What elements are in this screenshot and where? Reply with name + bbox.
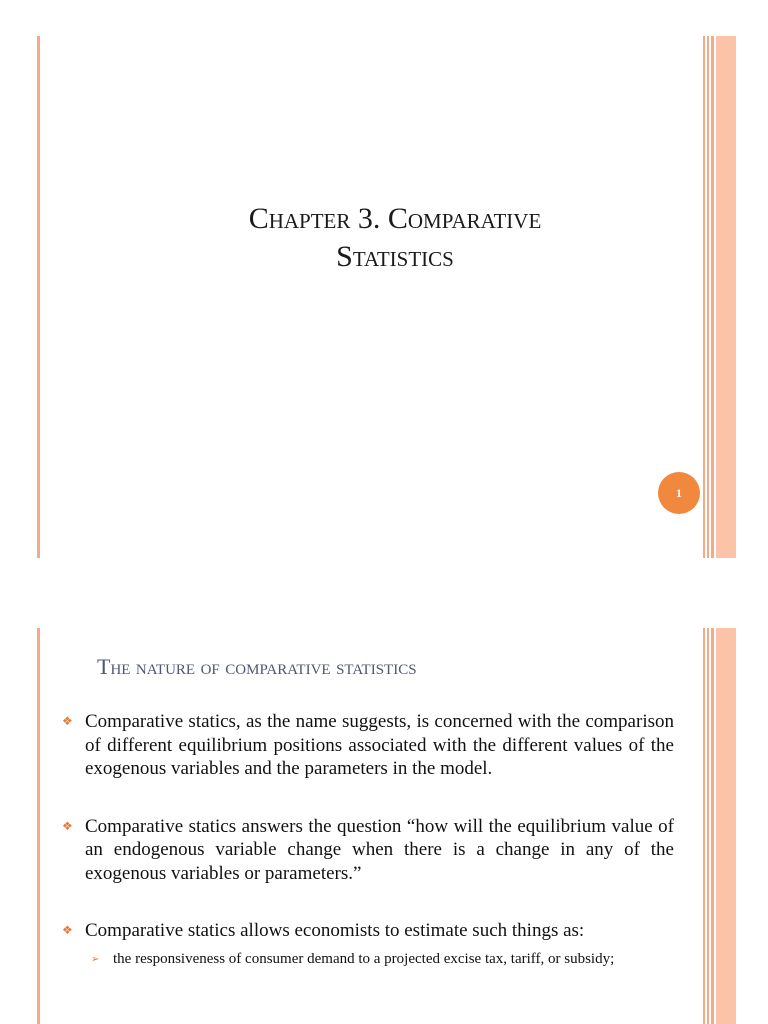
diamond-bullet-icon: ❖	[62, 714, 73, 728]
bullet-text: Comparative statics, as the name suggests, is concerned with the comparison of different equilibrium positions associated with the different values of the exogenous variables and the parameters in the model.	[85, 711, 674, 779]
page-number-badge: 1	[658, 472, 700, 514]
right-border-bars	[703, 628, 736, 1024]
bullet-list	[62, 710, 674, 969]
diamond-bullet-icon: ❖	[62, 923, 73, 937]
bullet-text: Comparative statics answers the question “how will the equilibrium value of an endogenous variable change when there is a change in any of the exogenous variables or parameters.”	[85, 815, 674, 884]
sub-bullet-list	[85, 950, 674, 969]
left-border-line	[37, 36, 40, 558]
bullet-item	[62, 815, 674, 886]
bullet-item	[62, 919, 674, 969]
right-border-bars	[703, 36, 736, 558]
arrow-bullet-icon: ➢	[91, 953, 100, 965]
content-slide	[0, 628, 768, 1024]
slide-title-line2: Statistics	[336, 240, 454, 273]
left-border-line	[37, 628, 40, 1024]
slide-heading: The nature of comparative statistics	[97, 654, 417, 679]
bullet-text: Comparative statics allows economists to estimate such things as:	[85, 920, 585, 941]
diamond-bullet-icon: ❖	[62, 818, 73, 833]
sub-bullet-item	[85, 950, 674, 969]
slide-title-line1: Chapter 3. Comparative	[248, 202, 542, 235]
sub-bullet-text: the responsiveness of consumer demand to a projected excise tax, tariff, or subsidy;	[113, 950, 615, 967]
slide-title	[120, 200, 670, 276]
bullet-item	[62, 710, 674, 781]
